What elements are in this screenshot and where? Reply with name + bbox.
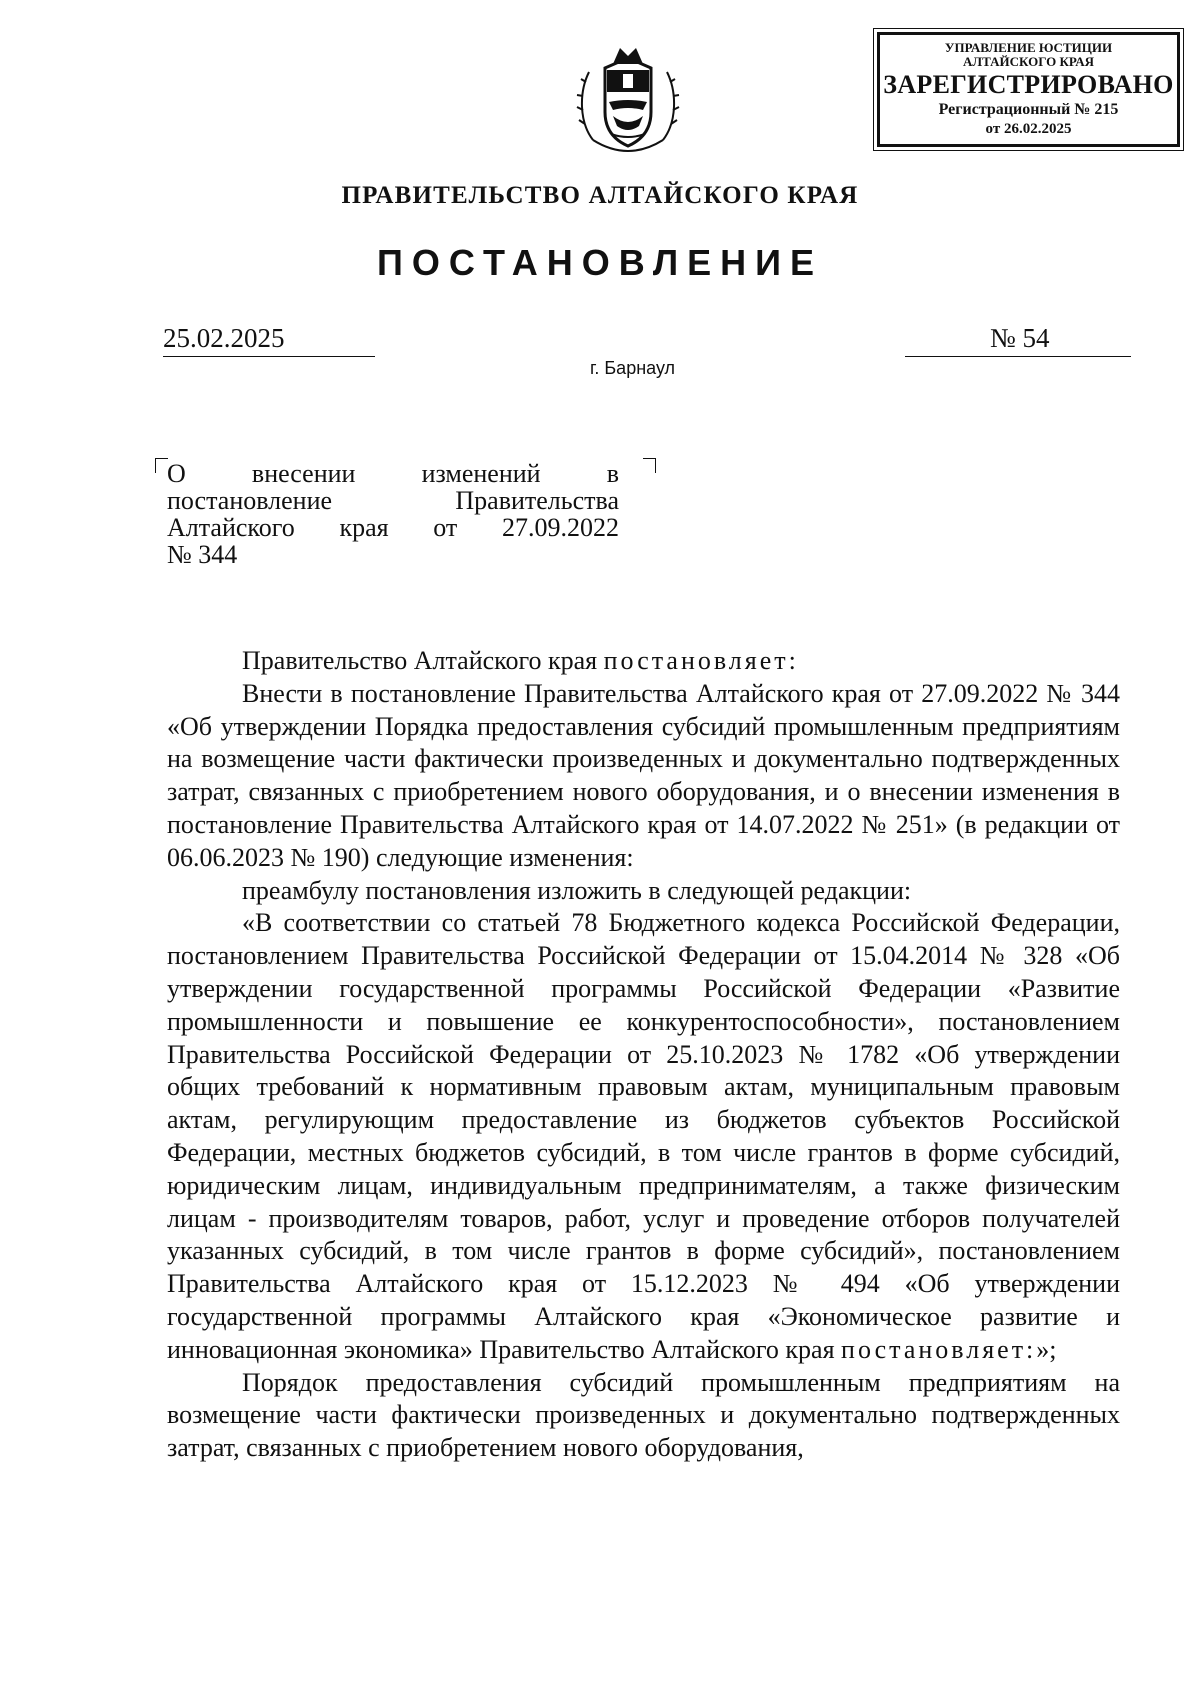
document-body: [167, 645, 1120, 1465]
date-underline: [163, 356, 375, 357]
subject-corner-right: [643, 458, 656, 473]
subject-line: О внесении изменений в: [167, 459, 619, 488]
document-subject: [167, 460, 619, 568]
subject-line: постановление Правительства: [167, 486, 619, 515]
subject-line: № 344: [167, 540, 238, 569]
body-paragraph: Внести в постановление Правительства Алтайского края от 27.09.2022 № 344 «Об утверждении Порядка предоставления субсидий промышленным предприятиям на возмещение части фактически произведенных и документально подтвержденных затрат, связанных с приобретением нового оборудования, и о внесении изменения в постановление Правительства Алтайского края от 14.07.2022 № 251» (в редакции от 06.06.2023 № 190) следующие изменения:: [167, 678, 1120, 872]
stamp-reg-number: Регистрационный № 215: [938, 101, 1119, 118]
registration-stamp: [877, 32, 1180, 147]
spaced-verb: постановляет:: [841, 1334, 1037, 1364]
coat-of-arms-emblem: [575, 40, 681, 164]
document-city: г. Барнаул: [590, 358, 676, 378]
government-title: ПРАВИТЕЛЬСТВО АЛТАЙСКОГО КРАЯ: [341, 182, 859, 209]
body-paragraph: Порядок предоставления субсидий промышленным предприятиям на возмещение части фактически произведенных и документально подтвержденных затрат, связанных с приобретением нового оборудования,: [167, 1367, 1120, 1463]
stamp-status: ЗАРЕГИСТРИРОВАНО: [883, 70, 1174, 99]
stamp-authority-line1: УПРАВЛЕНИЕ ЮСТИЦИИ: [944, 40, 1113, 55]
stamp-authority-line2: АЛТАЙСКОГО КРАЯ: [963, 54, 1094, 69]
body-paragraph: Правительство Алтайского края постановляет:: [242, 646, 799, 675]
body-paragraph: «В соответствии со статьей 78 Бюджетного кодекса Российской Федерации, постановлением Правительства Российской Федерации от 15.04.2014 № 328 «Об утверждении государственной программы Российской Федерации «Развитие промышленности и повышение ее конкурентоспособности», постановлением Правительства Российской Федерации от 25.10.2023 № 1782 «Об утверждении общих требований к нормативным правовым актам, муниципальным правовым актам, регулирующим предоставление из бюджетов субъектов Российской Федерации, местных бюджетов субсидий, в том числе грантов в форме субсидий, юридическим лицам, индивидуальным предпринимателям, а также физическим лицам - производителям товаров, работ, услуг и проведение отборов получателей указанных субсидий, в том числе грантов в форме субсидий», постановлением Правительства Алтайского края от 15.12.2023 № 494 «Об утверждении государственной программы Алтайского края «Экономическое развитие и инновационная экономика» Правительство Алтайского края постановляет:»;: [167, 908, 1120, 1364]
subject-line: Алтайского края от 27.09.2022: [167, 513, 619, 542]
document-number: № 54: [990, 323, 1050, 353]
number-underline: [905, 356, 1131, 357]
stamp-reg-date: от 26.02.2025: [985, 121, 1072, 137]
body-paragraph: преамбулу постановления изложить в следующей редакции:: [242, 875, 912, 905]
document-type-title: ПОСТАНОВЛЕНИЕ: [377, 242, 823, 283]
spaced-verb: постановляет:: [603, 646, 799, 675]
document-date: 25.02.2025: [163, 323, 285, 353]
